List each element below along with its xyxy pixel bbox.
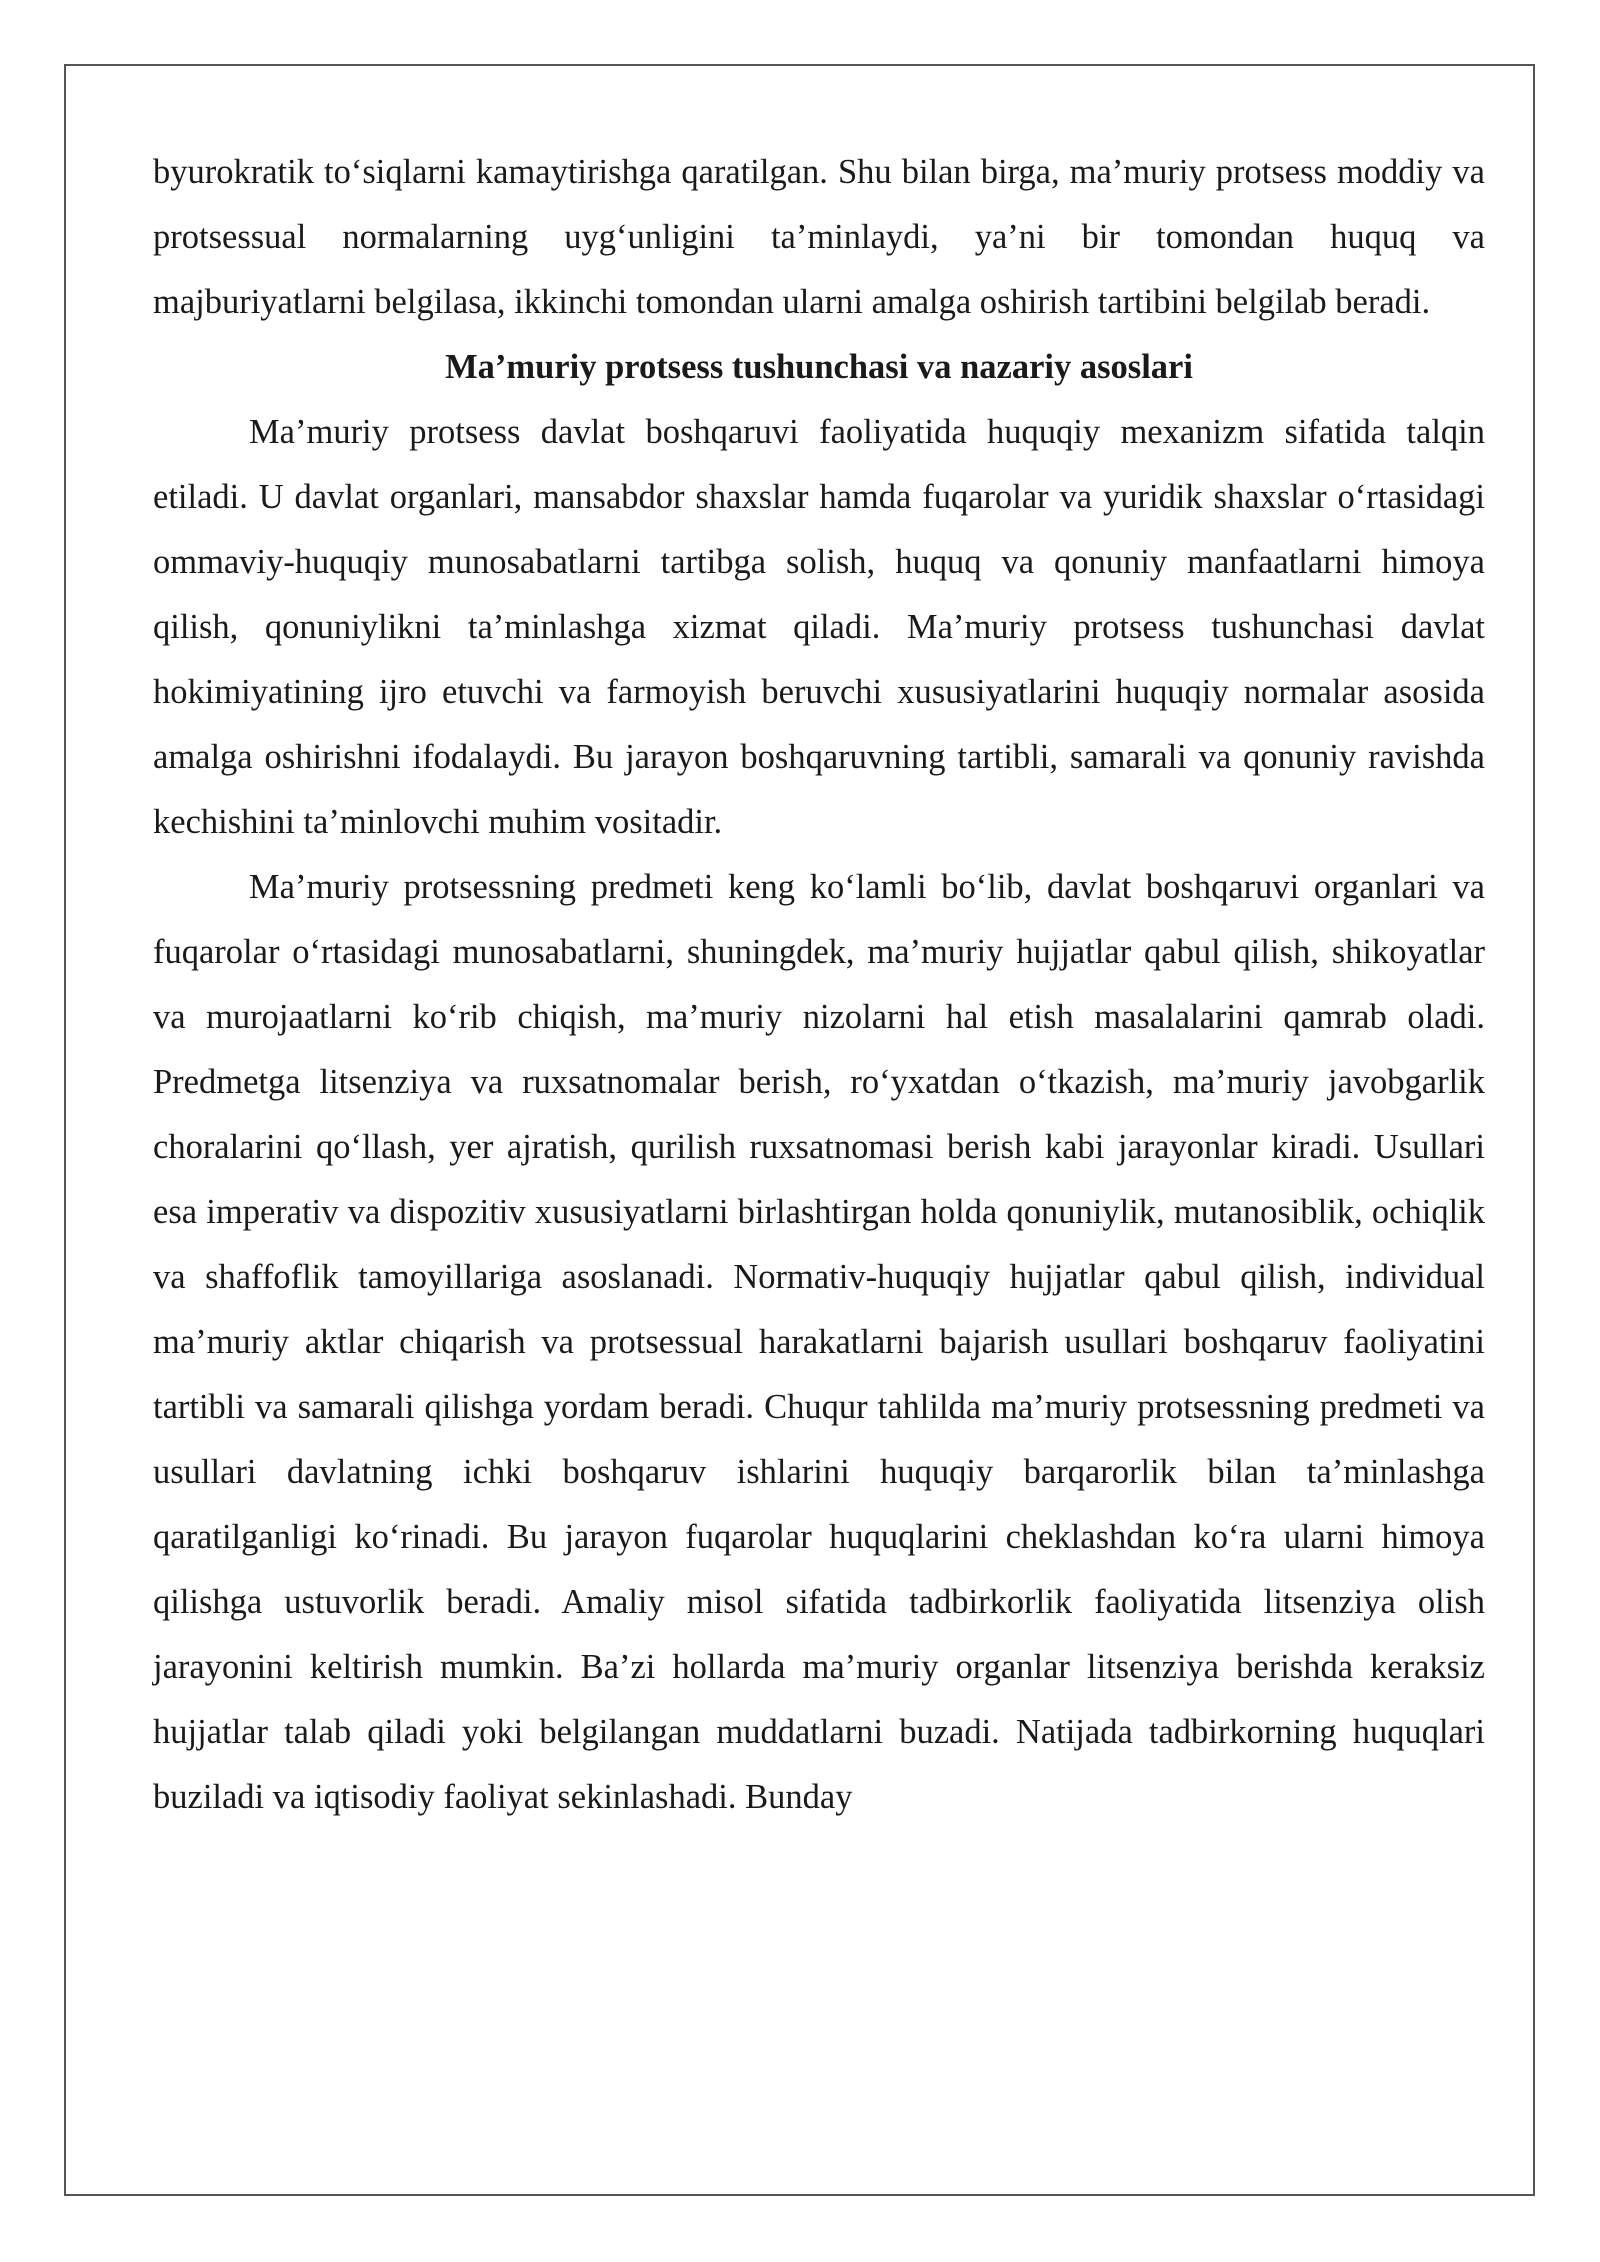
paragraph-continued: byurokratik to‘siqlarni kamaytirishga qaratilgan. Shu bilan birga, ma’muriy protsess moddiy va protsessual normalarning uyg‘unligini ta’minlaydi, ya’ni bir tomondan huquq va majburiyatlarni belgilasa, ikkinchi tomondan ularni amalga oshirish tartibini belgilab beradi. <box>153 153 1485 321</box>
document-body <box>153 140 1485 1830</box>
paragraph-concept: Ma’muriy protsess davlat boshqaruvi faoliyatida huquqiy mexanizm sifatida talqin etiladi. U davlat organlari, mansabdor shaxslar hamda fuqarolar va yuridik shaxslar o‘rtasidagi ommaviy-huquqiy munosabatlarni tartibga solish, huquq va qonuniy manfaatlarni himoya qilish, qonuniylikni ta’minlashga xizmat qiladi. Ma’muriy protsess tushunchasi davlat hokimiyatining ijro etuvchi va farmoyish beruvchi xususiyatlarini huquqiy normalar asosida amalga oshirishni ifodalaydi. Bu jarayon boshqaruvning tartibli, samarali va qonuniy ravishda kechishini ta’minlovchi muhim vositadir. <box>153 413 1485 841</box>
section-heading: Ma’muriy protsess tushunchasi va nazariy asoslari <box>445 348 1193 386</box>
paragraph-subject-methods: Ma’muriy protsessning predmeti keng ko‘lamli bo‘lib, davlat boshqaruvi organlari va fuqarolar o‘rtasidagi munosabatlarni, shuningdek, ma’muriy hujjatlar qabul qilish, shikoyatlar va murojaatlarni ko‘rib chiqish, ma’muriy nizolarni hal etish masalalarini qamrab oladi. Predmetga litsenziya va ruxsatnomalar berish, ro‘yxatdan o‘tkazish, ma’muriy javobgarlik choralarini qo‘llash, yer ajratish, qurilish ruxsatnomasi berish kabi jarayonlar kiradi. Usullari esa imperativ va dispozitiv xususiyatlarni birlashtirgan holda qonuniylik, mutanosiblik, ochiqlik va shaffoflik tamoyillariga asoslanadi. Normativ-huquqiy hujjatlar qabul qilish, individual ma’muriy aktlar chiqarish va protsessual harakatlarni bajarish usullari boshqaruv faoliyatini tartibli va samarali qilishga yordam beradi. Chuqur tahlilda ma’muriy protsessning predmeti va usullari davlatning ichki boshqaruv ishlarini huquqiy barqarorlik bilan ta’minlashga qaratilganligi ko‘rinadi. Bu jarayon fuqarolar huquqlarini cheklashdan ko‘ra ularni himoya qilishga ustuvorlik beradi. Amaliy misol sifatida tadbirkorlik faoliyatida litsenziya olish jarayonini keltirish mumkin. Ba’zi hollarda ma’muriy organlar litsenziya berishda keraksiz hujjatlar talab qiladi yoki belgilangan muddatlarni buzadi. Natijada tadbirkorning huquqlari buziladi va iqtisodiy faoliyat sekinlashadi. Bunday <box>153 868 1485 1816</box>
